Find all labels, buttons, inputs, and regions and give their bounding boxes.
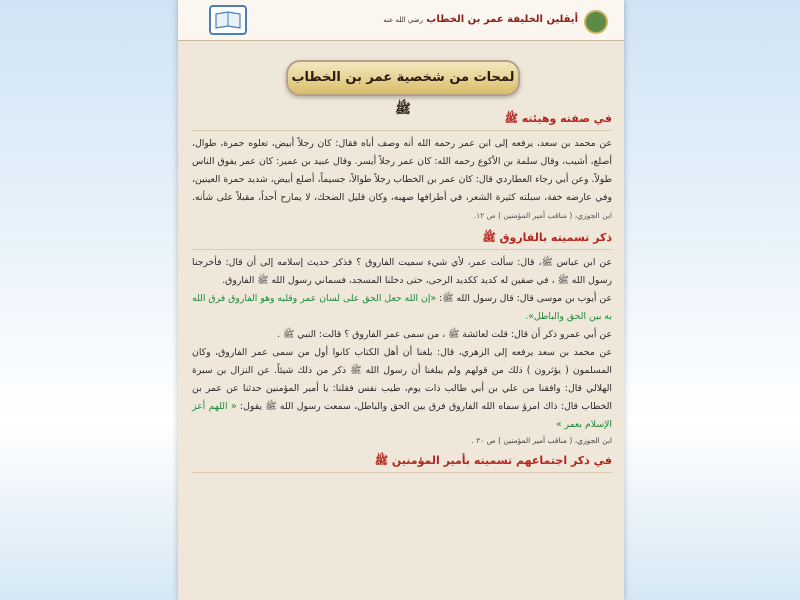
series-title-suffix: رضي الله عنه xyxy=(383,16,424,24)
hadith-quote-2: « اللهم أعز الإسلام بعمر » xyxy=(192,401,612,430)
paragraph-farooq-4-text: عن محمد بن سعد يرفعه إلى الزهري، قال: بلغنا أن أهل الكتاب كانوا أول من سمى عمر الفاروق، وكان المسلمون ( يؤثرون ) ذلك من قولهم ولم يبلغنا أن رسول الله ﷺ ذكر من ذلك شيئاً. عن النزال بن سبرة الهلالي قال: وافقنا من علي بن أبي طالب ذات يوم، طيب نفس فقلنا: يا أمير المؤمنين حدثنا عن عمر بن الخطاب قال: ذاك امرؤ سماه الله الفاروق فرق بين الحق والباطل، سمعت رسول الله ﷺ يقول: xyxy=(192,347,612,412)
page-content xyxy=(192,106,612,477)
paragraph-farooq-2-text: عن أيوب بن موسى قال: قال رسول الله ﷺ: xyxy=(436,293,612,304)
page-header xyxy=(178,0,624,41)
series-title-text: أيقلين الخليفة عمر بن الخطاب xyxy=(426,14,578,25)
section-heading-farooq: ذكر تسميته بالفاروق ﷺ xyxy=(192,231,612,250)
open-book-icon xyxy=(208,4,248,36)
section-heading-appearance: في صفته وهيئته ﷺ xyxy=(192,112,612,131)
citation: ابن الجوزي، ( مناقب أمير المؤمنين ) ص ١٢. xyxy=(473,211,612,220)
paragraph-farooq-2 xyxy=(192,290,612,326)
page-title: لمحات من شخصية عمر بن الخطاب ﷺ xyxy=(291,70,515,117)
paragraph-appearance xyxy=(192,135,612,225)
section-heading-amir: في ذكر اجتماعهم تسميته بأمير المؤمنين ﷺ xyxy=(192,454,612,473)
citation-2: ابن الجوزي، ( مناقب أمير المؤمنين ) ص ٢٠ . xyxy=(471,436,612,445)
paragraph-farooq-3: عن أبي عمرو ذكر أن قال: قلت لعائشة ﷺ ، من سمى عمر الفاروق ؟ قالت: النبي ﷺ . xyxy=(277,329,612,340)
emblem-icon xyxy=(584,10,608,34)
book-page xyxy=(178,0,624,600)
title-banner xyxy=(286,60,520,117)
paragraph-farooq-4 xyxy=(192,344,612,434)
series-title xyxy=(383,14,578,25)
paragraph-farooq-1: عن ابن عباس ﷺ، قال: سألت عمر، لأي شيء سميت الفاروق ؟ فذكر حديث إسلامه إلى أن قال: فأخرجنا رسول الله ﷺ ، في صفين له كديد ككديد الرحى، حتى دخلنا المسجد، فسماني رسول الله ﷺ الفاروق. xyxy=(192,257,612,286)
paragraph-appearance-text: عن محمد بن سعد، يرفعه إلى ابن عمر رحمه الله أنه وصف أباه فقال: كان رجلاً أبيض، تعلوه حمرة، طوال، أصلع، أشيب، وقال سلمة بن الأكوع رحمه الله: كان عمر رجلاً أيسر. وقال عبيد بن عمير: كان عمر يفوق الناس طولاً. وعن أبي رجاء العطاردي قال: كان عمر بن الخطاب رجلاً طوالاً، جسيماً، أصلع أبيض، شديد حمرة العينين، وفي عارضه خفة، سبلته كثيرة الشعر، في أطرافها صهبه، وكان قليل الضحك، لا يمازح أحداً، مقبلاً على شأنه. xyxy=(192,138,612,203)
hadith-quote: «إن الله جعل الحق على لسان عمر وقلبه وهو الفاروق فرق الله به بين الحق والباطل». xyxy=(192,293,612,322)
